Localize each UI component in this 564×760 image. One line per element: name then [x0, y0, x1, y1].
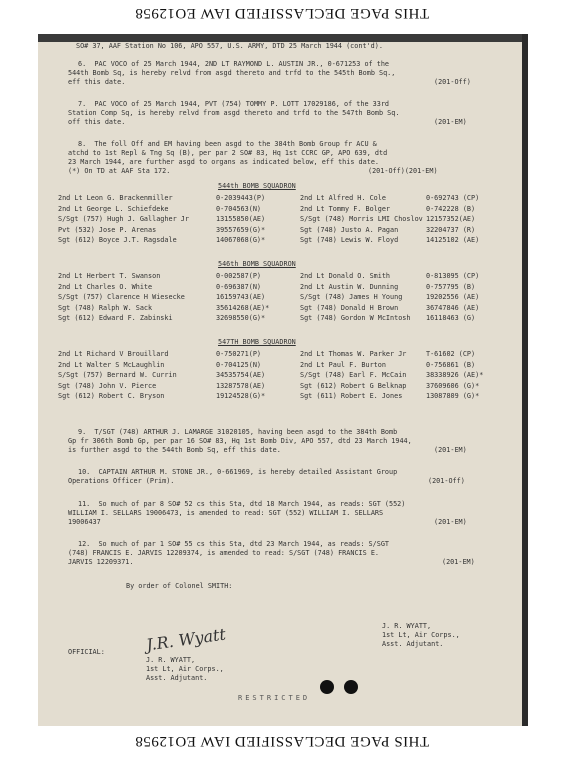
- roster-serial-right: 0-757795 (B): [426, 282, 476, 291]
- paragraph-6-line-3: eff this date.: [68, 78, 126, 86]
- roster-name-right: 2nd Lt Austin W. Dunning: [300, 282, 399, 291]
- roster-name-left: Pvt (532) Jose P. Arenas: [58, 225, 157, 234]
- paragraph-7-line-3: off this date.: [68, 118, 126, 126]
- roster-name-left: 2nd Lt Herbert T. Swanson: [58, 272, 161, 280]
- roster-name-left: 2nd Lt Richard V Brouillard: [58, 350, 169, 358]
- roster-serial-right: 0-692743 (CP): [426, 194, 480, 202]
- roster-serial-right: 0-813095 (CP): [426, 272, 480, 280]
- roster-name-left: Sgt (748) Ralph W. Sack: [58, 303, 153, 312]
- declassified-banner-top: THIS PAGE DECLASSIFIED IAW EO12958: [134, 5, 430, 21]
- paragraph-11-line-3: 19006437: [68, 518, 101, 526]
- handwritten-signature: J.R. Wyatt: [145, 624, 227, 655]
- roster-serial-left: 34535754(AE): [216, 371, 266, 380]
- paragraph-8-line-3: 23 March 1944, are further asgd to organs as indicated below, eff this date.: [68, 158, 379, 166]
- roster-name-left: Sgt (748) John V. Pierce: [58, 381, 157, 390]
- restricted-marking: RESTRICTED: [238, 694, 311, 702]
- roster-serial-right: 16118463 (G): [426, 314, 476, 323]
- roster-serial-right: 12157352(AE): [426, 215, 476, 224]
- paragraph-12-ref: (201-EM): [442, 558, 475, 566]
- roster-serial-left: 32698550(G)*: [216, 314, 266, 323]
- paragraph-12-line-1: 12. So much of par 1 SO# 55 cs this Sta, dtd 23 March 1944, as reads: S/SGT: [78, 540, 389, 548]
- roster-serial-right: 14125102 (AE): [426, 236, 480, 245]
- roster-serial-right: 19202556 (AE): [426, 293, 480, 302]
- roster-serial-left: 13155850(AE): [216, 215, 266, 224]
- signer-rank: 1st Lt, Air Corps.,: [382, 631, 460, 639]
- roster-name-left: Sgt (612) Robert C. Bryson: [58, 392, 165, 401]
- squadron-heading: 546th BOMB SQUADRON: [218, 260, 296, 268]
- roster-name-right: 2nd Lt Donald O. Smith: [300, 272, 391, 280]
- roster-name-right: Sgt (612) Robert G Belknap: [300, 381, 407, 390]
- roster-serial-right: 13087809 (G)*: [426, 392, 480, 401]
- order-header: SO# 37, AAF Station No 106, APO 557, U.S. ARMY, DTD 25 March 1944 (cont'd).: [76, 42, 383, 50]
- paragraph-11-ref: (201-EM): [434, 518, 467, 526]
- roster-serial-left: 0-704563(N): [216, 204, 262, 213]
- by-order-line: By order of Colonel SMITH:: [126, 582, 233, 590]
- roster-serial-right: 0-756861 (B): [426, 360, 476, 369]
- roster-serial-left: 35614268(AE)*: [216, 303, 270, 312]
- ink-blot: [320, 680, 334, 694]
- paragraph-11-line-1: 11. So much of par 8 SO# 52 cs this Sta, dtd 18 March 1944, as reads: SGT (552): [78, 500, 406, 508]
- squadron-heading: 544th BOMB SQUADRON: [218, 182, 296, 190]
- paragraph-9-line-3: is further asgd to the 544th Bomb Sq, eff this date.: [68, 446, 281, 454]
- roster-serial-left: 0-704125(N): [216, 360, 262, 369]
- signer-name: J. R. WYATT,: [382, 622, 432, 630]
- official-signer-rank: 1st Lt, Air Corps.,: [146, 665, 224, 673]
- paragraph-6-ref: (201-Off): [434, 78, 471, 86]
- roster-name-right: 2nd Lt Paul F. Burton: [300, 360, 386, 369]
- roster-name-right: Sgt (611) Robert E. Jones: [300, 392, 403, 401]
- roster-name-right: S/Sgt (748) James H Young: [300, 293, 403, 302]
- paragraph-6-line-1: 6. PAC VOCO of 25 March 1944, 2ND LT RAYMOND L. AUSTIN JR., 0-671253 of the: [78, 60, 389, 68]
- roster-name-left: 2nd Lt George L. Schiefdeke: [58, 204, 169, 213]
- roster-name-right: S/Sgt (748) Earl F. McCain: [300, 371, 407, 380]
- paragraph-10-line-1: 10. CAPTAIN ARTHUR M. STONE JR., 0-661969, is hereby detailed Assistant Group: [78, 468, 398, 476]
- paragraph-6-line-2: 544th Bomb Sq, is hereby relvd from asgd thereto and trfd to the 545th Bomb Sq.,: [68, 69, 396, 77]
- roster-serial-left: 16159743(AE): [216, 293, 266, 302]
- squadron-heading: 547TH BOMB SQUADRON: [218, 338, 296, 346]
- paragraph-9-line-2: Gp fr 306th Bomb Gp, per par 16 SO# 83, Hq 1st Bomb Div, APO 557, dtd 23 March 1944,: [68, 437, 412, 445]
- roster-serial-left: 0-2039443(P): [216, 194, 266, 202]
- declassified-banner-bottom: THIS PAGE DECLASSIFIED IAW EO12958: [134, 733, 430, 749]
- paragraph-7-line-1: 7. PAC VOCO of 25 March 1944, PVT (754) TOMMY P. LOTT 17029186, of the 33rd: [78, 100, 389, 108]
- roster-serial-right: 32204737 (R): [426, 225, 476, 234]
- roster-name-right: 2nd Lt Thomas W. Parker Jr: [300, 350, 407, 358]
- paragraph-12-line-2: (748) FRANCIS E. JARVIS 12209374, is amended to read: S/SGT (748) FRANCIS E.: [68, 549, 379, 557]
- roster-name-left: S/Sgt (757) Hugh J. Gallagher Jr: [58, 215, 189, 224]
- roster-serial-left: 0-696387(N): [216, 282, 262, 291]
- roster-serial-right: 38338926 (AE)*: [426, 371, 484, 380]
- roster-serial-right: T-61602 (CP): [426, 350, 476, 358]
- roster-serial-left: 13287578(AE): [216, 381, 266, 390]
- paragraph-8-ref: (201-Off)(201-EM): [368, 167, 438, 175]
- roster-name-right: Sgt (748) Donald H Brown: [300, 303, 399, 312]
- roster-name-left: Sgt (612) Edward F. Zabinski: [58, 314, 173, 323]
- ink-blot: [344, 680, 358, 694]
- paragraph-10-ref: (201-Off): [428, 477, 465, 485]
- roster-name-left: 2nd Lt Leon G. Brackenmiller: [58, 194, 173, 202]
- roster-name-left: 2nd Lt Charles O. White: [58, 282, 153, 291]
- roster-name-left: 2nd Lt Walter S McLaughlin: [58, 360, 165, 369]
- roster-name-left: S/Sgt (757) Bernard W. Currin: [58, 371, 177, 380]
- official-signer-name: J. R. WYATT,: [146, 656, 196, 664]
- roster-name-right: Sgt (748) Lewis W. Floyd: [300, 236, 399, 245]
- signer-title: Asst. Adjutant.: [382, 640, 444, 648]
- roster-name-right: Sgt (748) Gordon W McIntosh: [300, 314, 411, 323]
- official-label: OFFICIAL:: [68, 648, 105, 656]
- document-page: [38, 34, 528, 726]
- roster-serial-right: 36747846 (AE): [426, 303, 480, 312]
- paragraph-9-line-1: 9. T/SGT (748) ARTHUR J. LAMARGE 31020105, having been asgd to the 384th Bomb: [78, 428, 398, 436]
- official-signer-title: Asst. Adjutant.: [146, 674, 208, 682]
- roster-serial-left: 0-750271(P): [216, 350, 262, 358]
- paragraph-9-ref: (201-EM): [434, 446, 467, 454]
- roster-serial-right: 37609606 (G)*: [426, 381, 480, 390]
- roster-serial-left: 39557659(G)*: [216, 225, 266, 234]
- paragraph-10-line-2: Operations Officer (Prim).: [68, 477, 175, 485]
- paragraph-12-line-3: JARVIS 12209371.: [68, 558, 134, 566]
- roster-name-left: S/Sgt (757) Clarence H Wiesecke: [58, 293, 185, 302]
- paragraph-7-ref: (201-EM): [434, 118, 467, 126]
- roster-name-right: 2nd Lt Alfred H. Cole: [300, 194, 386, 202]
- paragraph-8-line-2: atchd to 1st Repl & Tng Sq (B), per par 2 SO# 83, Hq 1st CCRC GP, APO 639, dtd: [68, 149, 388, 157]
- roster-name-right: 2nd Lt Tommy F. Bolger: [300, 204, 391, 213]
- paragraph-11-line-2: WILLIAM I. SELLARS 19006473, is amended to read: SGT (552) WILLIAM I. SELLARS: [68, 509, 384, 517]
- paragraph-7-line-2: Station Comp Sq, is hereby relvd from asgd thereto and trfd to the 547th Bomb Sq.: [68, 109, 400, 117]
- roster-serial-left: 19124528(G)*: [216, 392, 266, 401]
- roster-serial-left: 0-002587(P): [216, 272, 262, 280]
- roster-name-right: Sgt (748) Justo A. Pagan: [300, 225, 399, 234]
- roster-serial-right: 0-742228 (B): [426, 204, 476, 213]
- roster-name-left: Sgt (612) Boyce J.T. Ragsdale: [58, 236, 177, 245]
- paragraph-8-line-1: 8. The foll Off and EM having been asgd to the 384th Bomb Group fr ACU &: [78, 140, 377, 148]
- roster-serial-left: 14067068(G)*: [216, 236, 266, 245]
- roster-name-right: S/Sgt (748) Morris LMI Choslov: [300, 215, 423, 224]
- paragraph-8-line-4: (*) On TD at AAF Sta 172.: [68, 167, 171, 175]
